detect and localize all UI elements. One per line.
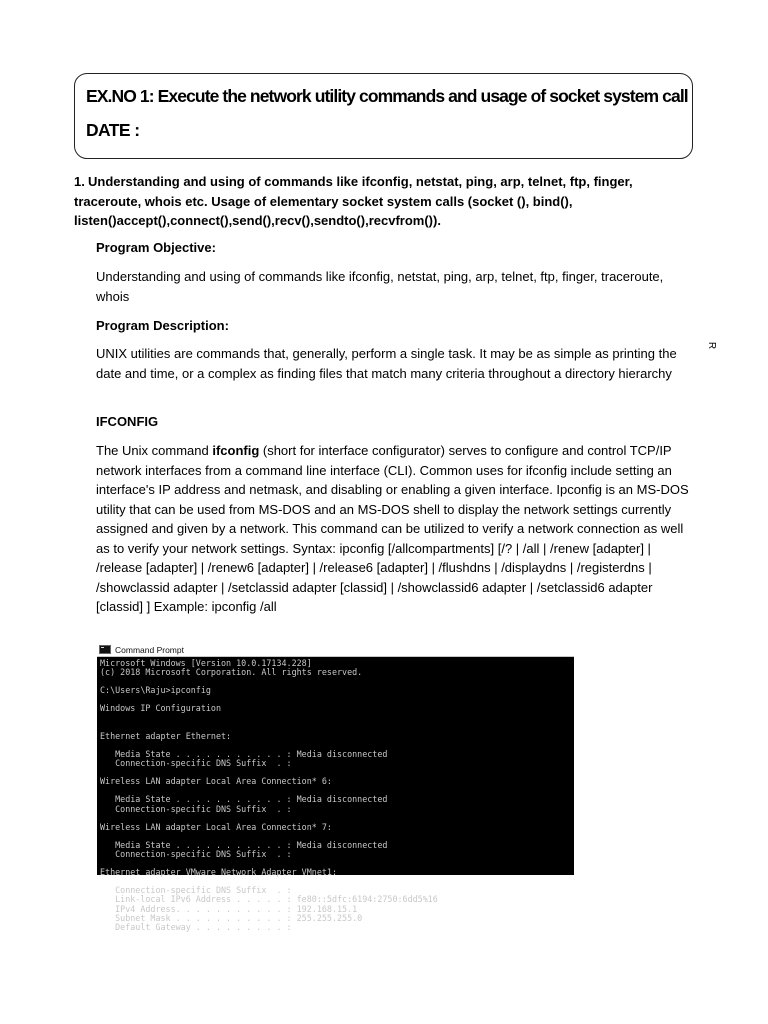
description-heading: Program Description: xyxy=(96,318,229,333)
console-line: Connection-specific DNS Suffix . : xyxy=(100,803,292,814)
console-line: Wireless LAN adapter Local Area Connection* 7: xyxy=(100,821,332,832)
console-line: Media State . . . . . . . . . . . : Media disconnected xyxy=(100,748,388,759)
console-line: Wireless LAN adapter Local Area Connection* 6: xyxy=(100,776,332,787)
description-text: UNIX utilities are commands that, generally, perform a single task. It may be as simple as printing the date and time, or a complex as finding files that match many criteria throughout a directory hierarchy xyxy=(96,346,677,381)
objective-text: Understanding and using of commands like ifconfig, netstat, ping, arp, telnet, ftp, finger, traceroute, whois xyxy=(96,269,664,304)
question-text: Understanding and using of commands like ifconfig, netstat, ping, arp, telnet, ftp, finger, traceroute, whois etc. Usage of elementary socket system calls (socket (), bind(), listen()accept(),connect(),send(),recv(),sendto(),recvfrom()). xyxy=(74,174,633,228)
console-line: (c) 2018 Microsoft Corporation. All rights reserved. xyxy=(100,667,363,678)
ifconfig-text-body: (short for interface configurator) serves to configure and control TCP/IP network interfaces from a command line interface (CLI). Common uses for ifconfig include setting an interface's IP address and netmask, and disabling or enabling a given interface. Ipconfig is an MS-DOS utility that can be used from MS-DOS and an MS-DOS shell to display the network settings currently assigned and given by a network. This command can be utilized to verify a network connection as well as to verify your network settings. Syntax: ipconfig [/allcompartments] [/? | /all | /renew [adapter] | /release [adapter] | /renew6 [adapter] | /release6 [adapter] | /flushdns | /displaydns | /registerdns | /showclassid adapter | /setclassid adapter [classid] | /showclassid6 adapter | /setclassid6 adapter [classid] ] Example: ipconfig /all xyxy=(96,443,689,614)
command-prompt-icon xyxy=(99,645,111,654)
console-line: Media State . . . . . . . . . . . : Media disconnected xyxy=(100,839,388,850)
console-line: Connection-specific DNS Suffix . : xyxy=(100,758,292,769)
console-line: Link-local IPv6 Address . . . . . : fe80::5dfc:6194:2750:6dd5%16 xyxy=(100,894,438,905)
console-line: Default Gateway . . . . . . . . . : xyxy=(100,921,292,932)
date-label: DATE : xyxy=(86,120,140,140)
console-line: IPv4 Address. . . . . . . . . . . : 192.168.15.1 xyxy=(100,903,358,914)
command-prompt-screenshot xyxy=(97,643,574,932)
console-line: Ethernet adapter Ethernet: xyxy=(100,730,232,741)
console-line xyxy=(100,714,571,723)
console-titlebar xyxy=(97,643,574,657)
question-block xyxy=(74,172,694,231)
exercise-title: EX.NO 1: Execute the network utility commands and usage of socket system call xyxy=(86,86,688,106)
ifconfig-text-lead: The Unix command xyxy=(96,443,213,458)
console-window-title: Command Prompt xyxy=(115,644,184,655)
question-number: 1. xyxy=(74,174,85,189)
side-margin-mark: R xyxy=(706,341,718,350)
objective-heading: Program Objective: xyxy=(96,240,216,255)
console-output xyxy=(97,657,574,934)
console-line: C:\Users\Raju>ipconfig xyxy=(100,685,211,696)
console-line: Connection-specific DNS Suffix . : xyxy=(100,848,292,859)
exercise-header-box xyxy=(74,73,693,159)
console-line: Media State . . . . . . . . . . . : Media disconnected xyxy=(100,794,388,805)
console-line: Connection-specific DNS Suffix . : xyxy=(100,885,292,896)
ifconfig-text xyxy=(96,441,696,617)
console-line: Ethernet adapter VMware Network Adapter VMnet1: xyxy=(100,867,337,878)
console-line: Windows IP Configuration xyxy=(100,703,222,714)
console-line: Subnet Mask . . . . . . . . . . . : 255.255.255.0 xyxy=(100,912,363,923)
console-line: Microsoft Windows [Version 10.0.17134.228] xyxy=(100,658,312,668)
ifconfig-heading: IFCONFIG xyxy=(96,414,159,429)
ifconfig-keyword: ifconfig xyxy=(212,443,260,458)
